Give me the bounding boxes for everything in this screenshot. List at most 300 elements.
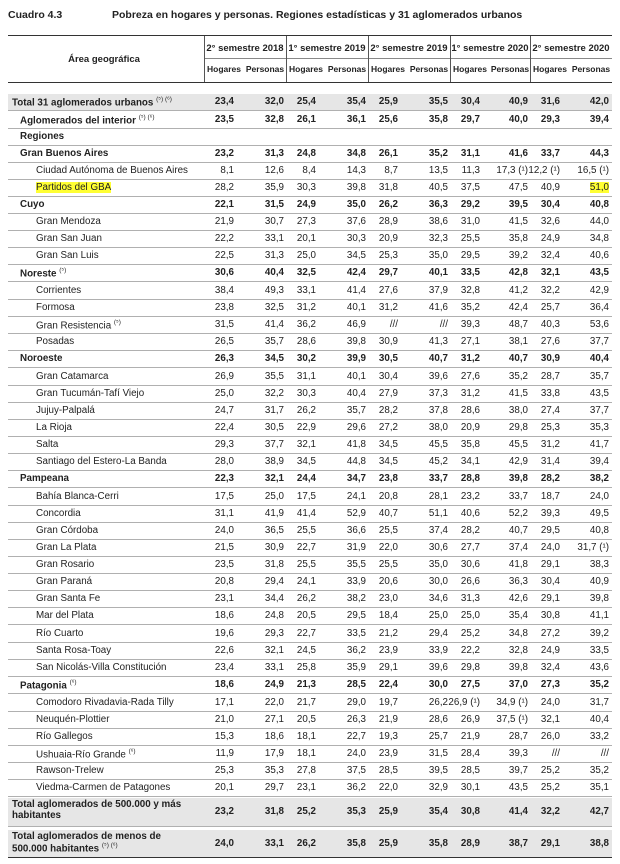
cell-value: 18,6 xyxy=(214,679,234,690)
cell-value: 31,1 xyxy=(460,148,480,159)
cell-value: 31,3 xyxy=(460,593,480,604)
cell-value: 25,8 xyxy=(296,662,316,673)
table-row xyxy=(8,557,612,574)
row-label xyxy=(36,559,94,570)
cell-value: 35,8 xyxy=(346,838,366,849)
cell-value: 35,1 xyxy=(589,782,609,793)
cell-value: 39,8 xyxy=(508,473,528,484)
cell-value: 40,9 xyxy=(540,182,560,193)
cell-value: 21,0 xyxy=(214,714,234,725)
table-row xyxy=(8,94,612,111)
cell-value: 32,2 xyxy=(540,806,560,817)
cell-value: 21,9 xyxy=(378,714,398,725)
cell-value: 24,9 xyxy=(264,679,284,690)
cell-value: 23,2 xyxy=(214,148,234,159)
cell-value: 51,0 xyxy=(589,182,609,193)
cell-value: 32,4 xyxy=(540,662,560,673)
cell-value: 42,9 xyxy=(508,456,528,467)
cell-value: 29,0 xyxy=(346,697,366,708)
cell-value: 27,1 xyxy=(264,714,284,725)
footnote-marker: (⁵) xyxy=(113,319,121,326)
cell-value: 28,5 xyxy=(378,765,398,776)
cell-value: 22,2 xyxy=(214,233,234,244)
semester-header: 2° semestre 2020 xyxy=(532,42,610,54)
footnote-marker: (⁵) (⁶) xyxy=(156,96,172,103)
cell-value: 21,2 xyxy=(378,628,398,639)
row-label xyxy=(20,679,77,691)
cell-value: 19,7 xyxy=(378,697,398,708)
cell-value: 40,1 xyxy=(346,371,366,382)
cell-value: 22,7 xyxy=(346,731,366,742)
cell-value: 34,7 xyxy=(346,473,366,484)
cell-value: 31,2 xyxy=(378,302,398,313)
cell-value: 23,1 xyxy=(214,593,234,604)
row-label xyxy=(36,662,167,673)
cell-value: 38,6 xyxy=(428,216,448,227)
semester-header: 2° semestre 2018 xyxy=(206,42,284,54)
cell-value: 31,2 xyxy=(296,302,316,313)
row-label-text: Río Gallegos xyxy=(36,731,93,742)
cell-value: 32,1 xyxy=(264,473,284,484)
cell-value: 8,4 xyxy=(302,165,316,176)
cell-value: 18,4 xyxy=(378,610,398,621)
row-label-text: Salta xyxy=(36,439,59,450)
cell-value: 32,0 xyxy=(264,96,284,107)
table-row xyxy=(8,712,612,729)
cell-value: 35,7 xyxy=(346,405,366,416)
row-label-text: La Rioja xyxy=(36,422,72,433)
cell-value: 41,8 xyxy=(508,559,528,570)
cell-value: 19,3 xyxy=(378,731,398,742)
cell-value: 15,3 xyxy=(214,731,234,742)
cell-value: 29,1 xyxy=(540,593,560,604)
row-label xyxy=(36,628,83,639)
cell-value: 25,4 xyxy=(296,96,316,107)
table-row xyxy=(8,643,612,660)
cell-value: 32,5 xyxy=(264,302,284,313)
row-label-text-line2: 500.000 habitantes xyxy=(12,843,100,855)
cell-value: 30,3 xyxy=(296,388,316,399)
cell-value: 25,5 xyxy=(378,559,398,570)
cell-value: 36,1 xyxy=(346,114,366,125)
cell-value: 24,0 xyxy=(540,697,560,708)
row-label xyxy=(36,233,102,244)
semester-header: 1° semestre 2020 xyxy=(451,42,529,54)
cell-value: 32,1 xyxy=(540,714,560,725)
cell-value: 26,9 xyxy=(214,371,234,382)
table-row xyxy=(8,231,612,248)
table-row xyxy=(8,214,612,231)
cell-value: 23,2 xyxy=(460,491,480,502)
cell-value: 41,6 xyxy=(508,148,528,159)
cell-value: 21,3 xyxy=(296,679,316,690)
cell-value: 24,9 xyxy=(540,645,560,656)
cell-value: 35,0 xyxy=(346,199,366,210)
cell-value: 40,9 xyxy=(589,576,609,587)
cell-value: 28,1 xyxy=(428,491,448,502)
cell-value: 35,0 xyxy=(428,250,448,261)
cell-value: 31,3 xyxy=(264,250,284,261)
cell-value: 35,8 xyxy=(508,233,528,244)
cell-value: 41,5 xyxy=(508,216,528,227)
row-label xyxy=(36,508,81,519)
row-label-text: Total 31 aglomerados urbanos xyxy=(12,97,154,109)
cell-value: 25,0 xyxy=(264,491,284,502)
row-label xyxy=(20,267,66,279)
cell-value: 25,0 xyxy=(214,388,234,399)
cell-value: 24,9 xyxy=(540,233,560,244)
cell-value: 30,5 xyxy=(378,353,398,364)
cell-value: 25,5 xyxy=(460,233,480,244)
cell-value: 31,2 xyxy=(540,439,560,450)
cell-value: 37,7 xyxy=(589,405,609,416)
cell-value: 25,6 xyxy=(378,114,398,125)
cell-value: 29,3 xyxy=(264,628,284,639)
semester-header: 2° semestre 2019 xyxy=(370,42,448,54)
cell-value: 34,5 xyxy=(378,456,398,467)
cell-value: 44,0 xyxy=(589,216,609,227)
row-label xyxy=(12,831,161,854)
cell-value: 11,9 xyxy=(215,748,234,759)
cell-value: 32,4 xyxy=(540,250,560,261)
cell-value: 49,3 xyxy=(264,285,284,296)
cell-value: 34,6 xyxy=(428,593,448,604)
row-label xyxy=(36,714,110,725)
hogares-subheader: Hogares xyxy=(452,64,487,74)
cell-value: 37,0 xyxy=(508,679,528,690)
row-label xyxy=(20,199,45,210)
row-label-text: Mar del Plata xyxy=(36,610,94,621)
table-row xyxy=(8,660,612,677)
cell-value: 22,4 xyxy=(378,679,398,690)
table-row xyxy=(8,798,612,827)
row-label xyxy=(36,388,144,399)
table-header xyxy=(8,35,612,83)
cell-value: 28,4 xyxy=(460,748,480,759)
cell-value: 35,8 xyxy=(428,838,448,849)
cell-value: 20,1 xyxy=(296,233,316,244)
hogares-subheader: Hogares xyxy=(532,64,567,74)
personas-subheader: Personas xyxy=(409,64,449,74)
cell-value: 18,6 xyxy=(214,610,234,621)
table-row xyxy=(8,574,612,591)
cell-value: 48,7 xyxy=(508,319,528,330)
cell-value: 52,2 xyxy=(508,508,528,519)
cell-value: 40,4 xyxy=(589,714,609,725)
table-row xyxy=(8,283,612,300)
cell-value: 28,2 xyxy=(540,473,560,484)
cell-value: 39,3 xyxy=(508,748,528,759)
cell-value: 30,8 xyxy=(460,806,480,817)
row-label xyxy=(36,182,111,193)
row-label xyxy=(12,96,172,108)
table-title: Pobreza en hogares y personas. Regiones estadísticas y 31 aglomerados urbanos xyxy=(112,9,523,21)
cell-value: 45,2 xyxy=(428,456,448,467)
cell-value: 33,1 xyxy=(264,838,284,849)
cell-value: 17,3 (¹) xyxy=(496,165,528,176)
cell-value: 30,7 xyxy=(264,216,284,227)
cell-value: 36,4 xyxy=(589,302,609,313)
cell-value: 24,1 xyxy=(296,576,316,587)
row-label-text: Noroeste xyxy=(20,353,63,364)
cell-value: 41,4 xyxy=(508,806,528,817)
cell-value: 38,8 xyxy=(589,838,609,849)
cell-value: 38,9 xyxy=(264,456,284,467)
table-row xyxy=(8,626,612,643)
row-label xyxy=(36,319,121,331)
row-label xyxy=(20,114,155,126)
cell-value: 29,7 xyxy=(264,782,284,793)
cell-value: 38,1 xyxy=(508,336,528,347)
cell-value: 26,6 xyxy=(460,576,480,587)
cell-value: 25,3 xyxy=(540,422,560,433)
cell-value: 43,6 xyxy=(589,662,609,673)
cell-value: 28,6 xyxy=(428,714,448,725)
row-label-text: Concordia xyxy=(36,508,81,519)
row-label-text: Rawson-Trelew xyxy=(36,765,104,776)
row-label-text: Comodoro Rivadavia-Rada Tilly xyxy=(36,697,174,708)
cell-value: 26,2 xyxy=(428,697,448,708)
cell-value: 35,8 xyxy=(460,439,480,450)
cell-value: 38,2 xyxy=(589,473,609,484)
row-label-text: Noreste xyxy=(20,268,57,280)
cell-value: 40,1 xyxy=(346,302,366,313)
cell-value: 27,6 xyxy=(460,371,480,382)
cell-value: 41,2 xyxy=(508,285,528,296)
cell-value: 41,4 xyxy=(346,285,366,296)
cell-value: 42,9 xyxy=(589,285,609,296)
table-number: Cuadro 4.3 xyxy=(8,9,63,21)
cell-value: 31,2 xyxy=(460,353,480,364)
cell-value: 39,4 xyxy=(589,456,609,467)
cell-value: 23,8 xyxy=(378,473,398,484)
cell-value: /// xyxy=(600,748,609,759)
row-label xyxy=(36,610,94,621)
cell-value: 35,5 xyxy=(346,559,366,570)
cell-value: 11,3 xyxy=(461,165,480,176)
cell-value: 31,1 xyxy=(296,371,316,382)
cell-value: 32,2 xyxy=(264,388,284,399)
row-label-text: Total aglomerados de menos de xyxy=(12,831,161,842)
cell-value: 34,4 xyxy=(264,593,284,604)
row-label-text: Gran Córdoba xyxy=(36,525,99,536)
cell-value: 28,9 xyxy=(460,838,480,849)
cell-value: 22,0 xyxy=(378,782,398,793)
cell-value: 40,3 xyxy=(540,319,560,330)
cell-value: 31,8 xyxy=(264,559,284,570)
cell-value: 20,5 xyxy=(296,610,316,621)
cell-value: 25,7 xyxy=(428,731,448,742)
cell-value: 36,6 xyxy=(346,525,366,536)
cell-value: 40,4 xyxy=(264,267,284,278)
row-label-text: Gran Paraná xyxy=(36,576,93,587)
cell-value: 39,8 xyxy=(589,593,609,604)
table-row xyxy=(8,677,612,694)
cell-value: 40,8 xyxy=(589,525,609,536)
cell-value: 35,3 xyxy=(589,422,609,433)
cell-value: 27,5 xyxy=(460,679,480,690)
cell-value: 39,7 xyxy=(508,765,528,776)
cell-value: 42,6 xyxy=(508,593,528,604)
cell-value: 41,6 xyxy=(428,302,448,313)
cell-value: 28,0 xyxy=(214,456,234,467)
cell-value: 26,9 (¹) xyxy=(448,697,480,708)
row-label xyxy=(36,336,74,347)
table-row xyxy=(8,746,612,763)
cell-value: 33,7 xyxy=(540,148,560,159)
cell-value: 28,2 xyxy=(214,182,234,193)
cell-value: 37,5 (¹) xyxy=(496,714,528,725)
table-row xyxy=(8,163,612,180)
row-label-text: Gran Tucumán-Tafí Viejo xyxy=(36,388,145,399)
cell-value: 37,4 xyxy=(428,525,448,536)
row-label-text: Corrientes xyxy=(36,285,82,296)
cell-value: 39,8 xyxy=(346,336,366,347)
table-row xyxy=(8,197,612,214)
table-row xyxy=(8,300,612,317)
cell-value: 18,6 xyxy=(264,731,284,742)
row-label-text: Gran La Plata xyxy=(36,542,97,553)
cell-value: 37,7 xyxy=(264,439,284,450)
cell-value: 29,1 xyxy=(540,559,560,570)
cell-value: 27,4 xyxy=(540,405,560,416)
cell-value: 33,9 xyxy=(428,645,448,656)
cell-value: 24,1 xyxy=(346,491,366,502)
row-label xyxy=(36,456,167,467)
cell-value: 39,4 xyxy=(589,114,609,125)
table-row xyxy=(8,317,612,334)
table-row xyxy=(8,180,612,197)
hogares-subheader: Hogares xyxy=(288,64,323,74)
cell-value: 25,2 xyxy=(540,782,560,793)
cell-value: 28,7 xyxy=(508,731,528,742)
table-row xyxy=(8,540,612,557)
cell-value: 27,7 xyxy=(460,542,480,553)
row-label-text: Gran Resistencia xyxy=(36,320,112,332)
table-row xyxy=(8,112,612,129)
cell-value: 39,6 xyxy=(428,371,448,382)
cell-value: 24,5 xyxy=(296,645,316,656)
cell-value: 23,2 xyxy=(214,806,234,817)
cell-value: 22,6 xyxy=(214,645,234,656)
cell-value: 34,5 xyxy=(296,456,316,467)
cell-value: 29,1 xyxy=(540,838,560,849)
cell-value: 33,1 xyxy=(296,285,316,296)
table-row xyxy=(8,129,612,146)
cell-value: 26,9 xyxy=(460,714,480,725)
cell-value: 26,1 xyxy=(378,148,398,159)
cell-value: 12,2 (¹) xyxy=(528,165,560,176)
cell-value: 39,2 xyxy=(508,250,528,261)
cell-value: 29,5 xyxy=(346,610,366,621)
cell-value: 25,5 xyxy=(296,525,316,536)
cell-value: 35,4 xyxy=(428,806,448,817)
cell-value: 23,5 xyxy=(214,114,234,125)
cell-value: 34,8 xyxy=(508,628,528,639)
cell-value: 24,8 xyxy=(264,610,284,621)
cell-value: 40,6 xyxy=(460,508,480,519)
row-label-text: Ushuaia-Río Grande xyxy=(36,749,126,761)
cell-value: 45,5 xyxy=(428,439,448,450)
row-label xyxy=(36,165,188,176)
cell-value: 23,4 xyxy=(214,662,234,673)
row-label xyxy=(20,148,108,159)
row-label-text: Santa Rosa-Toay xyxy=(36,645,112,656)
row-label xyxy=(20,473,69,484)
cell-value: 29,7 xyxy=(460,114,480,125)
cell-value: 24,0 xyxy=(214,838,234,849)
cell-value: 26,0 xyxy=(540,731,560,742)
cell-value: 40,4 xyxy=(589,353,609,364)
footnote-marker: (⁶) xyxy=(69,679,77,686)
cell-value: 35,5 xyxy=(264,371,284,382)
cell-value: 33,5 xyxy=(460,267,480,278)
cell-value: 26,2 xyxy=(296,593,316,604)
hogares-subheader: Hogares xyxy=(206,64,241,74)
cell-value: 41,8 xyxy=(346,439,366,450)
cell-value: 25,3 xyxy=(214,765,234,776)
personas-subheader: Personas xyxy=(245,64,285,74)
row-label-text: Cuyo xyxy=(20,199,45,210)
cell-value: 30,1 xyxy=(460,782,480,793)
cell-value: 40,4 xyxy=(346,388,366,399)
personas-subheader: Personas xyxy=(327,64,367,74)
cell-value: 23,8 xyxy=(214,302,234,313)
cell-value: 35,2 xyxy=(589,679,609,690)
cell-value: 34,8 xyxy=(346,148,366,159)
cell-value: 33,5 xyxy=(346,628,366,639)
cell-value: 42,0 xyxy=(589,96,609,107)
cell-value: 24,9 xyxy=(296,199,316,210)
cell-value: 33,1 xyxy=(264,233,284,244)
table-bottom-rule xyxy=(8,857,612,858)
row-label xyxy=(36,439,58,450)
cell-value: 26,1 xyxy=(296,114,316,125)
row-label-text: Gran Santa Fe xyxy=(36,593,101,604)
cell-value: 34,8 xyxy=(589,233,609,244)
footnote-marker: (⁵) (⁶) xyxy=(138,114,155,121)
cell-value: 38,2 xyxy=(346,593,366,604)
cell-value: 33,5 xyxy=(589,645,609,656)
cell-value: 29,6 xyxy=(346,422,366,433)
cell-value: 32,8 xyxy=(264,114,284,125)
cell-value: 23,1 xyxy=(296,782,316,793)
cell-value: 22,5 xyxy=(214,250,234,261)
cell-value: 22,7 xyxy=(296,542,316,553)
cell-value: 17,9 xyxy=(264,748,284,759)
personas-subheader: Personas xyxy=(490,64,530,74)
cell-value: 23,5 xyxy=(214,559,234,570)
cell-value: 51,1 xyxy=(428,508,448,519)
row-label xyxy=(36,765,104,776)
cell-value: 29,8 xyxy=(508,422,528,433)
cell-value: 29,3 xyxy=(214,439,234,450)
cell-value: 40,7 xyxy=(508,525,528,536)
cell-value: 20,5 xyxy=(296,714,316,725)
cell-value: 31,4 xyxy=(540,456,560,467)
cell-value: 35,9 xyxy=(264,182,284,193)
row-label-text: Partidos del GBA xyxy=(36,182,112,193)
cell-value: 33,2 xyxy=(589,731,609,742)
cell-value: 28,2 xyxy=(378,405,398,416)
cell-value: 46,9 xyxy=(346,319,366,330)
cell-value: 30,6 xyxy=(214,267,234,278)
cell-value: 44,8 xyxy=(346,456,366,467)
row-label xyxy=(12,799,181,821)
cell-value: 39,5 xyxy=(428,765,448,776)
row-label-text-line2: habitantes xyxy=(12,810,61,821)
cell-value: 31,5 xyxy=(428,748,448,759)
